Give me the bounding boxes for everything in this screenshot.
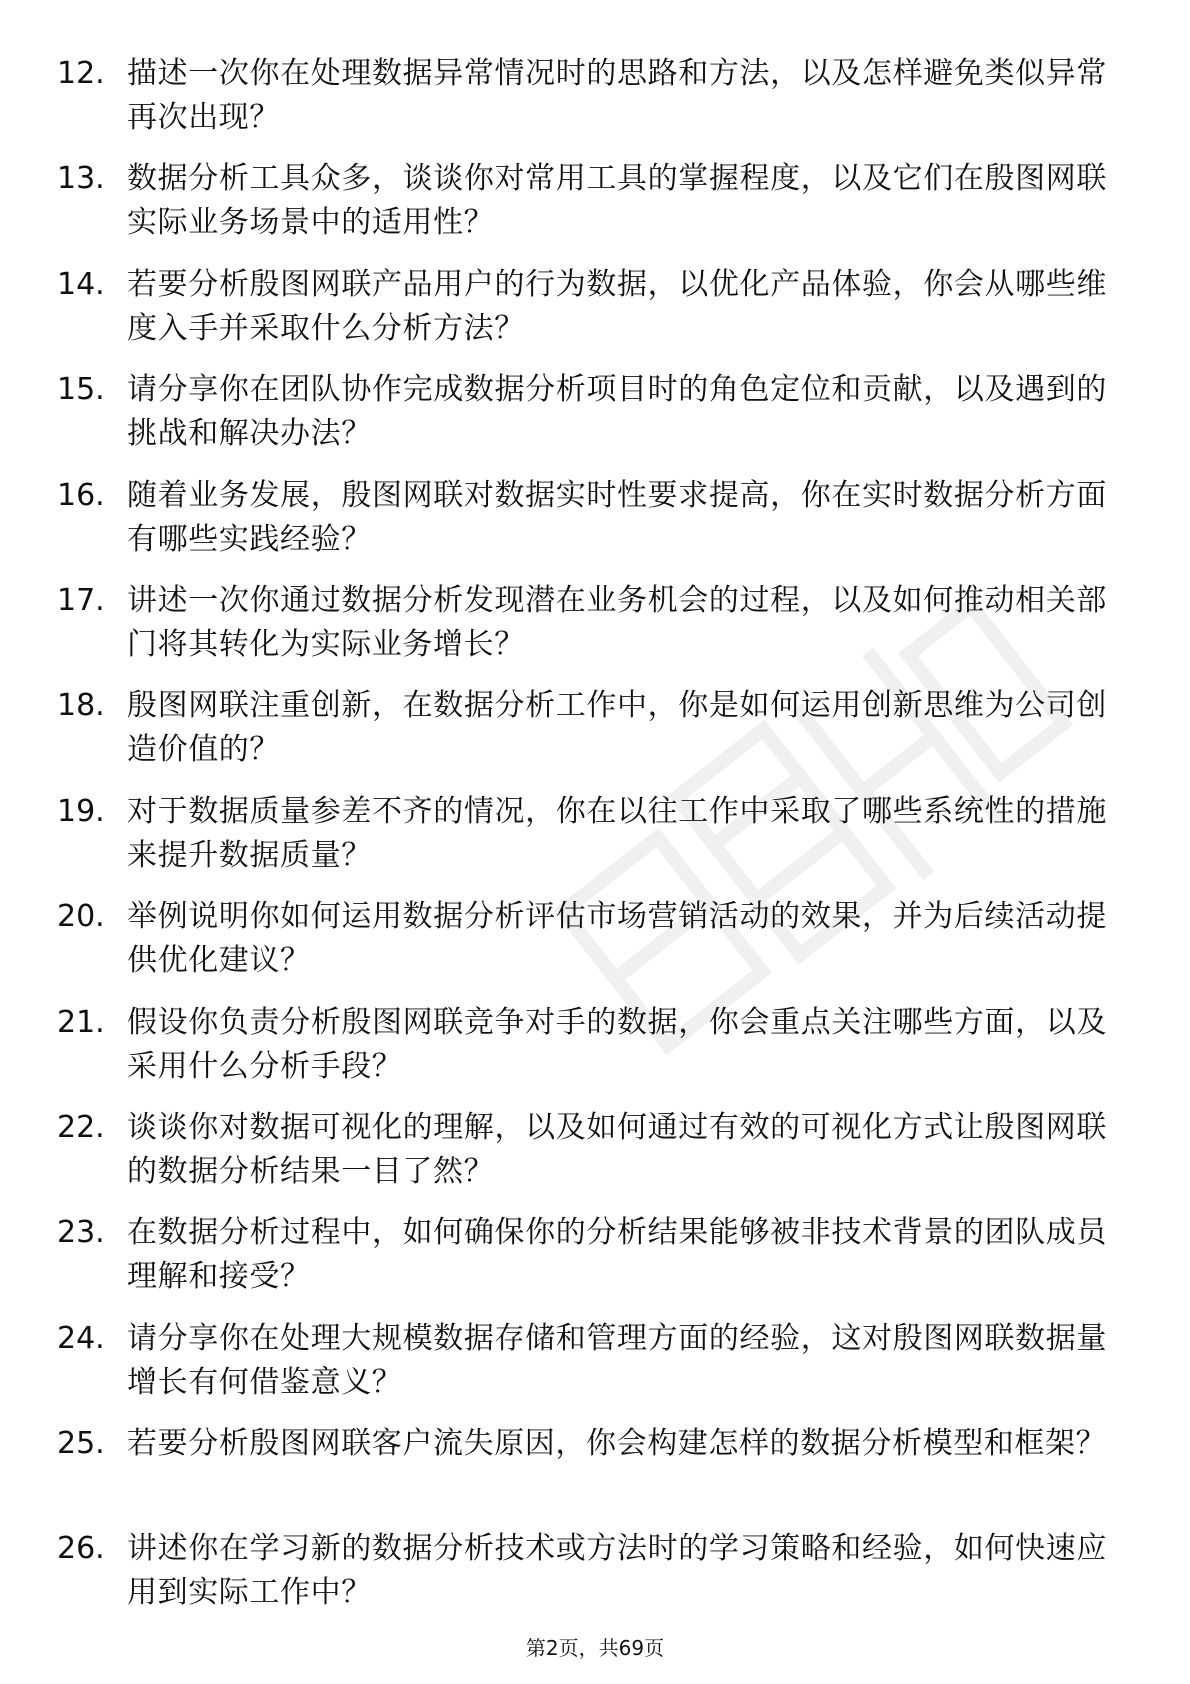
question-item: [0, 1317, 1190, 1422]
question-number: 23.: [57, 1215, 105, 1251]
page-footer: [0, 1634, 1190, 1662]
question-text: 殷图网联注重创新，在数据分析工作中，你是如何运用创新思维为公司创造价值的？: [127, 688, 1107, 768]
question-text: 若要分析殷图网联产品用户的行为数据，以优化产品体验，你会从哪些维度入手并采取什么分析方法？: [127, 266, 1107, 346]
question-item: [0, 1106, 1190, 1211]
question-number: 18.: [57, 688, 105, 724]
question-number: 15.: [57, 372, 105, 408]
question-text: 讲述一次你通过数据分析发现潜在业务机会的过程，以及如何推动相关部门将其转化为实际业务增长？: [127, 582, 1107, 662]
question-item: [0, 52, 1190, 157]
question-item: [0, 1001, 1190, 1106]
question-number: 26.: [57, 1531, 105, 1567]
question-number: 22.: [57, 1109, 105, 1145]
question-text: 谈谈你对数据可视化的理解，以及如何通过有效的可视化方式让殷图网联的数据分析结果一目了然？: [127, 1109, 1107, 1189]
question-number: 19.: [57, 793, 105, 829]
question-item: [0, 157, 1190, 262]
question-item: [0, 474, 1190, 579]
question-number: 25.: [57, 1426, 105, 1462]
question-text: 讲述你在学习新的数据分析技术或方法时的学习策略和经验，如何快速应用到实际工作中？: [127, 1531, 1107, 1611]
question-number: 17.: [57, 582, 105, 618]
question-item: [0, 790, 1190, 895]
question-item: [0, 1211, 1190, 1316]
question-text: 对于数据质量参差不齐的情况，你在以往工作中采取了哪些系统性的措施来提升数据质量？: [127, 793, 1107, 873]
question-list: [0, 52, 1190, 1633]
question-text: 若要分析殷图网联客户流失原因，你会构建怎样的数据分析模型和框架？: [127, 1426, 1107, 1462]
question-item: [0, 895, 1190, 1000]
question-text: 数据分析工具众多，谈谈你对常用工具的掌握程度，以及它们在殷图网联实际业务场景中的适用性？: [127, 161, 1107, 241]
question-text: 请分享你在处理大规模数据存储和管理方面的经验，这对殷图网联数据量增长有何借鉴意义？: [127, 1320, 1107, 1400]
question-text: 随着业务发展，殷图网联对数据实时性要求提高，你在实时数据分析方面有哪些实践经验？: [127, 477, 1107, 557]
question-text: 假设你负责分析殷图网联竞争对手的数据，你会重点关注哪些方面，以及采用什么分析手段？: [127, 1004, 1107, 1084]
question-number: 13.: [57, 161, 105, 197]
question-text: 描述一次你在处理数据异常情况时的思路和方法，以及怎样避免类似异常再次出现？: [127, 56, 1107, 135]
question-text: 请分享你在团队协作完成数据分析项目时的角色定位和贡献，以及遇到的挑战和解决办法？: [127, 372, 1107, 452]
question-text: 在数据分析过程中，如何确保你的分析结果能够被非技术背景的团队成员理解和接受？: [127, 1215, 1107, 1295]
question-item: [0, 579, 1190, 684]
question-text: 举例说明你如何运用数据分析评估市场营销活动的效果，并为后续活动提供优化建议？: [127, 899, 1107, 979]
question-item: [0, 684, 1190, 789]
question-number: 14.: [57, 266, 105, 302]
question-item: [0, 263, 1190, 368]
page-number-label: 第2页，共69页: [525, 1636, 665, 1660]
question-item: [0, 1527, 1190, 1632]
question-number: 24.: [57, 1320, 105, 1356]
question-number: 12.: [57, 56, 105, 91]
question-item: [0, 368, 1190, 473]
question-number: 21.: [57, 1004, 105, 1040]
question-item: [0, 1422, 1190, 1527]
question-number: 20.: [57, 899, 105, 935]
question-number: 16.: [57, 477, 105, 513]
